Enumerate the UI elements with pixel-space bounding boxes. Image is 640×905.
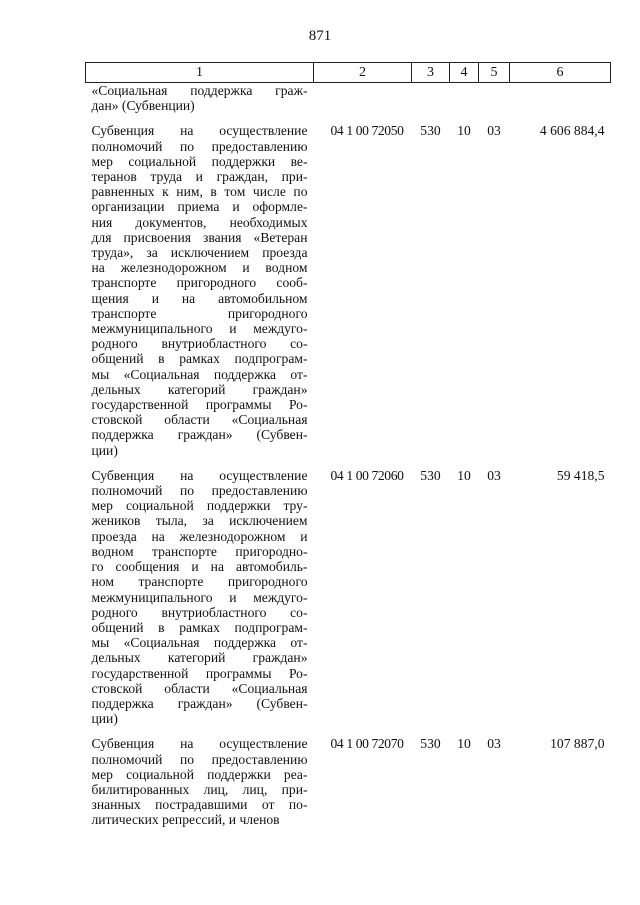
table-header-row [86,63,611,83]
description-line: труда», за исключением проезда [91,245,308,261]
row-code [314,83,412,124]
description-line: государственной программы Ро- [91,397,308,413]
column-header-6: 6 [510,63,611,83]
column-header-5: 5 [479,63,510,83]
description-line: дельных категорий граждан» [91,650,308,666]
description-line: литических репрессий, и членов [91,812,280,828]
description-line: полномочий по предоставлению [91,483,308,499]
description-line: билитированных лиц, лиц, при- [91,781,308,797]
page-number: 871 [308,28,332,44]
row-description [86,736,314,837]
description-line: полномочий по предоставлению [91,138,308,154]
description-line: знанных пострадавшими от по- [91,797,308,813]
row-description [86,468,314,736]
description-line: родного внутриобластного со- [91,336,308,352]
description-line: организации приема и оформле- [91,199,308,215]
column-header-4: 4 [450,63,479,83]
description-line: транспорте пригородного сооб- [91,275,308,291]
description-line: межмуниципального и междуго- [91,589,308,605]
description-line: ции) [91,711,118,727]
description-line: стовской области «Социальная [91,680,308,696]
table-row [86,468,611,736]
description-line: поддержка граждан» (Субвен- [91,427,308,443]
row-col5: 03 [487,736,501,752]
description-line: мы «Социальная поддержка от- [91,366,308,382]
description-line: го сообщения и на автомобиль- [91,559,308,575]
description-line: Субвенция на осуществление [91,736,308,752]
row-code: 04 1 00 72060 [330,467,404,483]
description-line: Субвенция на осуществление [91,123,308,139]
row-col5: 03 [487,123,501,139]
description-line: для присвоения звания «Ветеран [91,229,308,245]
description-line: проезда на железнодорожном и [91,528,308,544]
description-line: родного внутриобластного со- [91,604,308,620]
row-col5 [479,83,510,124]
row-col4: 10 [457,736,471,752]
row-col3: 530 [420,736,441,752]
column-header-3: 3 [412,63,450,83]
row-col3: 530 [420,123,441,139]
description-line: поддержка граждан» (Субвен- [91,695,308,711]
column-header-1: 1 [86,63,314,83]
row-amount: 107 887,0 [550,736,605,752]
description-line: на железнодорожном и водном [91,260,308,276]
row-code: 04 1 00 72050 [330,123,404,139]
row-description [86,123,314,467]
row-col4: 10 [457,123,471,139]
description-line: «Социальная поддержка граж- [91,83,308,98]
description-line: мер социальной поддержки тру- [91,498,308,514]
row-amount: 4 606 884,4 [539,123,605,139]
description-line: водном транспорте пригородно- [91,543,308,559]
row-col3: 530 [420,467,441,483]
row-col4 [450,83,479,124]
description-line: щения и на автомобильном [91,290,308,306]
table-row [86,123,611,467]
row-col5: 03 [487,467,501,483]
row-col4: 10 [457,467,471,483]
description-line: ния документов, необходимых [91,214,308,230]
description-line: дельных категорий граждан» [91,381,308,397]
description-line: общений в рамках подпрограм- [91,619,308,635]
row-code: 04 1 00 72070 [330,736,404,752]
description-line: ном транспорте пригородного [91,574,308,590]
description-line: ции) [91,442,118,458]
description-line: мы «Социальная поддержка от- [91,635,308,651]
row-description [86,83,314,124]
description-line: общений в рамках подпрограм- [91,351,308,367]
description-line: Субвенция на осуществление [91,467,308,483]
description-line: теранов труда и граждан, при- [91,169,308,185]
budget-table [85,62,611,838]
description-line: дан» (Субвенции) [91,98,195,114]
description-line: мер социальной поддержки ве- [91,153,308,169]
table-row [86,83,611,124]
column-header-2: 2 [314,63,412,83]
row-col3 [412,83,450,124]
description-line: транспорте пригородного [91,305,308,321]
description-line: равненных к ним, в том числе по [91,184,308,200]
description-line: государственной программы Ро- [91,665,308,681]
table-row [86,736,611,837]
description-line: мер социальной поддержки реа- [91,766,308,782]
description-line: жеников тыла, за исключением [91,513,308,529]
row-amount [510,83,611,124]
description-line: полномочий по предоставлению [91,751,308,767]
description-line: стовской области «Социальная [91,412,308,428]
row-amount: 59 418,5 [556,467,605,483]
description-line: межмуниципального и междуго- [91,321,308,337]
